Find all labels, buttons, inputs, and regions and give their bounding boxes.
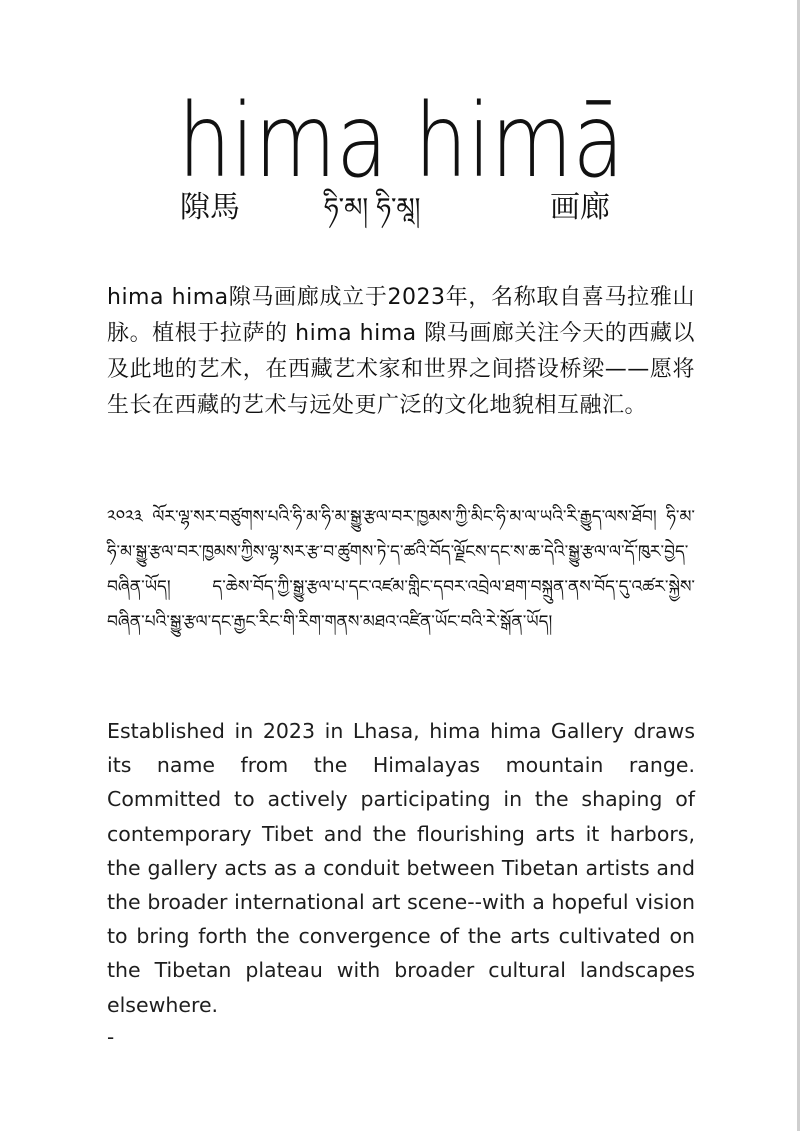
logo-wordmark-text: hima himā [178,88,624,188]
logo-subtitle-gallery: 画廊 [550,190,610,225]
logo-subtitle-tibetan-name: ཧི་མ། ཧི་མཱ། [324,193,421,223]
closing-dash: - [107,1025,115,1049]
description-tibetan: ༢༠༢༣ ལོར་ལྷ་སར་བཙུགས་པའི་ཧི་མ་ཧི་མ་སྒྱུ་རྩལ་བར་ཁྱམས་ཀྱི་མིང་ཧི་མ་ལ་ཡའི་རི་རྒྱུད་ལས་ཐོབ། ཧི་མ་ཧི་མ་སྒྱུ་རྩལ་བར་ཁྱམས་ཀྱིས་ལྷ་སར་རྩ་བ་ཚུགས་ཏེ་ད་ཚའི་བོད་ལྗོངས་དང་ས་ཆ་དེའི་སྒྱུ་རྩལ་ལ་དོ་ཁུར་བྱེད་བཞིན་ཡོད། ད་ཆེས་བོད་ཀྱི་སྒྱུ་རྩལ་པ་དང་འཛམ་གླིང་དབར་འབྲེལ་ཐག་བསྐྲུན་ནས་བོད་དུ་འཚར་སྐྱེས་བཞིན་པའི་སྒྱུ་རྩལ་དང་རྒྱང་རིང་གི་རིག་གནས་མཐའ་འཛིན་ཡོང་བའི་རེ་སྒོན་ཡོད། [107,507,695,632]
logo-subtitle-chinese-name: 隙馬 [180,190,240,225]
description-english: Established in 2023 in Lhasa, hima hima Gallery draws its name from the Himalayas mountain range. Committed to actively participating in the shaping of contemporary Tibet and the flourishing arts it harbors, the gallery acts as a conduit between Tibetan artists and the broader international art scene--with a hopeful vision to bring forth the convergence of the arts cultivated on the Tibetan plateau with broader cultural landscapes elsewhere. [107,719,695,1017]
description-chinese: hima hima隙马画廊成立于2023年，名称取自喜马拉雅山脉。植根于拉萨的 hima hima 隙马画廊关注今天的西藏以及此地的艺术，在西藏艺术家和世界之间搭设桥梁——愿将生长在西藏的艺术与远处更广泛的文化地貌相互融汇。 [107,285,695,418]
gallery-logo [0,88,800,238]
logo-subtitles [176,188,626,232]
logo-wordmark [176,88,626,188]
